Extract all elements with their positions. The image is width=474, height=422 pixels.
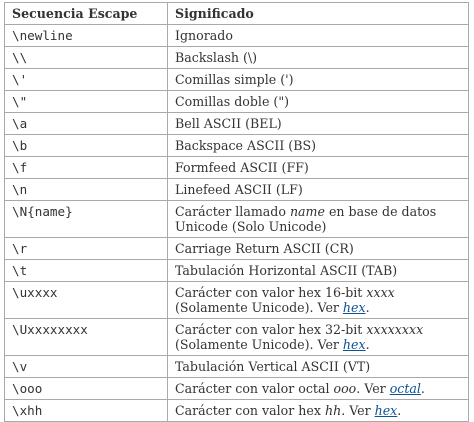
meaning-cell (168, 319, 469, 356)
table-row (5, 157, 469, 179)
reference-link[interactable]: hex (342, 337, 366, 352)
table-row (5, 319, 469, 356)
meaning-cell (168, 47, 469, 69)
meaning-text: . (365, 337, 370, 352)
meaning-text: Carácter con valor hex (175, 403, 325, 418)
table-row (5, 179, 469, 201)
meaning-text: (Solamente Unicode). Ver (175, 337, 343, 352)
meaning-cell (168, 157, 469, 179)
meaning-cell (168, 356, 469, 378)
header-meaning: Significado (168, 3, 469, 25)
table-row (5, 282, 469, 319)
italic-placeholder: ooo (333, 381, 357, 396)
meaning-text: Bell ASCII (BEL) (175, 116, 282, 131)
table-row (5, 113, 469, 135)
italic-placeholder: hh (324, 403, 342, 418)
meaning-text: Tabulación Horizontal ASCII (TAB) (175, 263, 398, 278)
meaning-cell (168, 260, 469, 282)
escape-sequence-cell: \a (5, 113, 168, 135)
meaning-text: Tabulación Vertical ASCII (VT) (175, 359, 371, 374)
meaning-text: . Ver (356, 381, 390, 396)
escape-sequence-cell: \\ (5, 47, 168, 69)
meaning-text: Formfeed ASCII (FF) (175, 160, 309, 175)
meaning-text: . (397, 403, 402, 418)
escape-sequence-cell: \N{name} (5, 201, 168, 238)
meaning-cell (168, 135, 469, 157)
meaning-text: . Ver (341, 403, 375, 418)
italic-placeholder: xxxxxxxx (366, 322, 424, 337)
meaning-cell (168, 179, 469, 201)
escape-sequence-cell: \newline (5, 25, 168, 47)
escape-sequence-cell: \" (5, 91, 168, 113)
escape-sequence-cell: \n (5, 179, 168, 201)
table-row (5, 47, 469, 69)
table-row (5, 356, 469, 378)
meaning-cell (168, 201, 469, 238)
table-row (5, 238, 469, 260)
table-row (5, 25, 469, 47)
reference-link[interactable]: hex (342, 300, 366, 315)
table-row (5, 378, 469, 400)
table-header-row (5, 3, 469, 25)
escape-sequence-cell: \xhh (5, 400, 168, 422)
meaning-text: Linefeed ASCII (LF) (175, 182, 303, 197)
escape-sequence-cell: \ooo (5, 378, 168, 400)
table-body (5, 25, 469, 422)
meaning-cell (168, 238, 469, 260)
meaning-text: (Solamente Unicode). Ver (175, 300, 343, 315)
table-row (5, 400, 469, 422)
escape-sequences-table (4, 2, 469, 422)
italic-placeholder: name (289, 204, 325, 219)
header-escape-sequence: Secuencia Escape (5, 3, 168, 25)
meaning-cell (168, 91, 469, 113)
escape-sequence-cell: \t (5, 260, 168, 282)
table-row (5, 135, 469, 157)
meaning-cell (168, 25, 469, 47)
meaning-text: en base de datos Unicode (Solo Unicode) (175, 204, 437, 234)
reference-link[interactable]: octal (389, 381, 421, 396)
meaning-text: Backslash (\) (175, 50, 258, 65)
meaning-cell (168, 378, 469, 400)
meaning-text: Carácter con valor hex 16-bit (175, 285, 367, 300)
table-row (5, 201, 469, 238)
escape-sequence-cell: \uxxxx (5, 282, 168, 319)
meaning-text: Carácter llamado (175, 204, 290, 219)
escape-sequence-cell: \' (5, 69, 168, 91)
meaning-text: Carriage Return ASCII (CR) (175, 241, 354, 256)
escape-sequence-cell: \f (5, 157, 168, 179)
italic-placeholder: xxxx (366, 285, 395, 300)
table-row (5, 260, 469, 282)
meaning-cell (168, 69, 469, 91)
escape-sequence-cell: \Uxxxxxxxx (5, 319, 168, 356)
reference-link[interactable]: hex (374, 403, 398, 418)
meaning-text: . (365, 300, 370, 315)
meaning-cell (168, 282, 469, 319)
table-row (5, 69, 469, 91)
meaning-text: . (420, 381, 425, 396)
table-row (5, 91, 469, 113)
meaning-cell (168, 400, 469, 422)
escape-sequence-cell: \b (5, 135, 168, 157)
escape-sequence-cell: \r (5, 238, 168, 260)
meaning-text: Backspace ASCII (BS) (175, 138, 317, 153)
meaning-text: Comillas doble (") (175, 94, 290, 109)
escape-sequence-cell: \v (5, 356, 168, 378)
meaning-cell (168, 113, 469, 135)
meaning-text: Comillas simple (') (175, 72, 294, 87)
meaning-text: Carácter con valor hex 32-bit (175, 322, 367, 337)
meaning-text: Carácter con valor octal (175, 381, 334, 396)
meaning-text: Ignorado (175, 28, 233, 43)
